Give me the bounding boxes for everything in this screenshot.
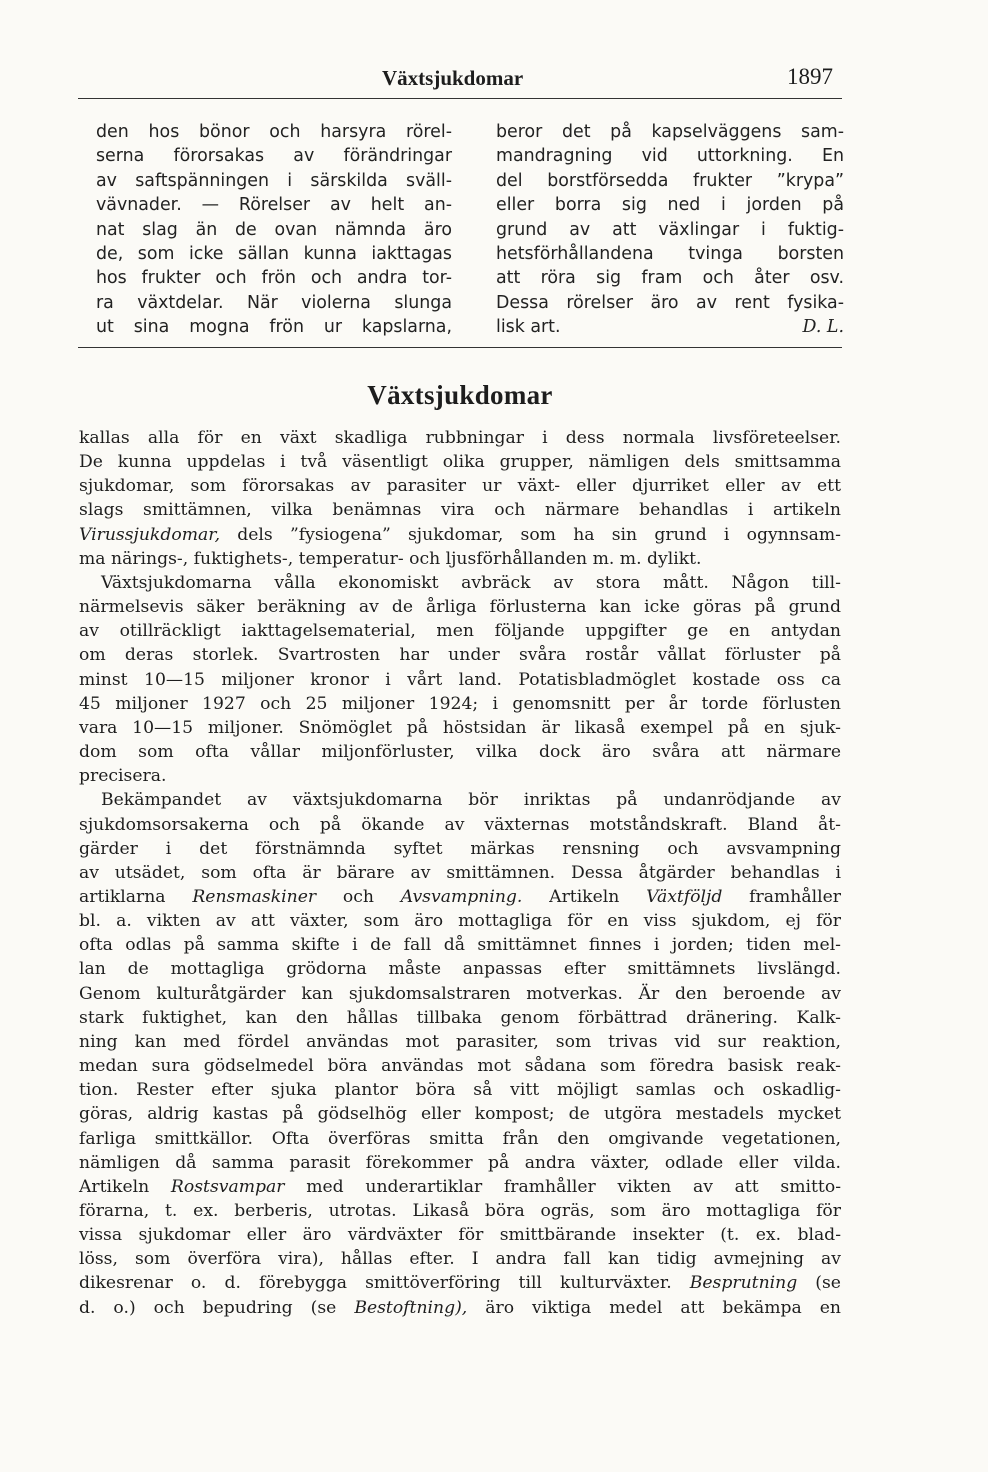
column-rule: [78, 347, 842, 348]
text-line: [79, 1175, 841, 1199]
text-line: del borstförsedda frukter ”krypa”: [496, 170, 844, 191]
text-line: om deras storlek. Svartrosten har under svåra rostår vållat förluster på: [79, 645, 841, 666]
cross-reference-link[interactable]: Virussjukdomar,: [79, 524, 221, 545]
text-line: serna förorsakas av förändringar: [96, 146, 452, 167]
text-line: vara 10—15 miljoner. Snömöglet på höstsidan är likaså exempel på en sjuk-: [79, 717, 841, 738]
text-line: gärder i det förstnämnda syftet märkas rensning och avsvampning: [79, 838, 841, 859]
text-fragment: artiklarna: [79, 886, 193, 907]
text-line: ut sina mogna frön ur kapslarna,: [96, 317, 452, 338]
text-line: göras, aldrig kastas på gödselhög eller kompost; de utgöra mestadels mycket: [79, 1104, 841, 1125]
cross-reference-link[interactable]: Växtföljd: [646, 886, 723, 907]
text-line: ra växtdelar. När violerna slunga: [96, 292, 452, 313]
text-line: den hos bönor och harsyra rörel-: [96, 122, 452, 142]
text-fragment: äro viktiga medel att bekämpa en: [467, 1297, 841, 1318]
text-line: Dessa rörelser äro av rent fysika-: [496, 292, 844, 313]
text-line: kallas alla för en växt skadliga rubbningar i dess normala livsföreteelser.: [79, 428, 841, 448]
text-line: av utsädet, som ofta är bärare av smittämnen. Dessa åtgärder behandlas i: [79, 862, 841, 883]
text-line: tion. Rester efter sjuka plantor böra så vitt möjligt samlas och oskadlig-: [79, 1080, 841, 1101]
text-line: Genom kulturåtgärder kan sjukdomsalstraren motverkas. Är den beroende av: [79, 983, 841, 1004]
author-signature: D. L.: [802, 317, 844, 338]
text-line: av otillräckligt iakttagelsematerial, men följande uppgifter ge en antydan: [79, 621, 841, 642]
text-line: hetsförhållandena tvinga borsten: [496, 244, 844, 265]
text-line: precisera.: [79, 766, 167, 787]
text-line: ma närings-, fuktighets-, temperatur- och ljusförhållanden m. m. dylikt.: [79, 548, 702, 569]
text-line: att röra sig fram och åter osv.: [496, 268, 844, 289]
text-fragment: och: [316, 886, 401, 907]
text-line: löss, som överföra vira), hållas efter. I andra fall kan tidig avmejning av: [79, 1249, 841, 1270]
text-line: stark fuktighet, kan den hållas tillbaka genom förbättrad dränering. Kalk-: [79, 1007, 841, 1028]
cross-reference-link[interactable]: Rostsvampar: [170, 1176, 285, 1197]
article-heading: Växtsjukdomar: [367, 380, 553, 410]
text-line: [79, 885, 841, 909]
right-column: [496, 120, 844, 340]
text-line: mandragning vid uttorkning. En: [496, 146, 844, 167]
text-line: [79, 1271, 841, 1295]
cross-reference-link[interactable]: Besprutning: [689, 1273, 798, 1294]
text-line: av saftspänningen i särskilda sväll-: [96, 170, 452, 191]
text-fragment: lisk art.: [496, 317, 561, 338]
text-line: de, som icke sällan kunna iakttagas: [96, 244, 452, 265]
article-body: [79, 426, 841, 1320]
text-line: lan de mottagliga grödorna måste anpassas efter smittämnets livslängd.: [79, 959, 841, 980]
cross-reference-link[interactable]: Bestoftning),: [354, 1297, 468, 1318]
running-title: Växtsjukdomar: [382, 66, 524, 90]
text-line: grund av att växlingar i fuktig-: [496, 219, 844, 240]
text-line: sjukdomar, som förorsakas av parasiter ur växt- eller djurriket eller av ett: [79, 476, 841, 497]
text-line: bl. a. vikten av att växter, som äro mottagliga för en viss sjukdom, ej för: [79, 911, 841, 932]
text-line: eller borra sig ned i jorden på: [496, 195, 844, 216]
text-line: 45 miljoner 1927 och 25 miljoner 1924; i genomsnitt per år torde förlusten: [79, 693, 841, 714]
text-line: närmelsevis säker beräkning av de årliga förlusterna kan icke göras på grund: [79, 597, 841, 618]
text-line-last: [496, 315, 844, 339]
cross-reference-link[interactable]: Avsvampning.: [400, 886, 523, 907]
text-fragment: dels ”fysiogena” sjukdomar, som ha sin grund i ogynnsam-: [220, 524, 841, 545]
cross-reference-link[interactable]: Rensmaskiner: [192, 886, 317, 907]
text-line: förarna, t. ex. berberis, utrotas. Likaså böra ogräs, som äro mottagliga för: [79, 1201, 841, 1221]
text-line: Växtsjukdomarna vålla ekonomiskt avbräck av stora mått. Någon till-: [101, 572, 841, 593]
text-line: hos frukter och frön och andra tor-: [96, 268, 452, 289]
text-line: dom som ofta vållar miljonförluster, vilka dock äro svåra att närmare: [79, 742, 841, 763]
text-fragment: Artikeln: [79, 1176, 171, 1197]
text-line: [79, 1296, 841, 1320]
page-number: 1897: [787, 64, 833, 89]
text-line: medan sura gödselmedel böra användas mot sådana som föredra basisk reak-: [79, 1056, 841, 1077]
text-fragment: (se: [797, 1273, 841, 1294]
text-line: minst 10—15 miljoner kronor i vårt land. Potatisbladmöglet kostade oss ca: [79, 669, 841, 690]
text-line: beror det på kapselväggens sam-: [496, 122, 844, 142]
text-fragment: Artikeln: [522, 886, 647, 907]
left-column: [96, 120, 452, 340]
text-line: vissa sjukdomar eller äro värdväxter för smittbärande insekter (t. ex. blad-: [79, 1225, 841, 1246]
text-line: ning kan med fördel användas mot parasiter, som trivas vid sur reaktion,: [79, 1031, 841, 1052]
text-line: nämligen då samma parasit förekommer på andra växter, odlade eller vilda.: [79, 1152, 841, 1173]
text-line: slags smittämnen, vilka benämnas vira och närmare behandlas i artikeln: [79, 500, 841, 521]
text-fragment: d. o.) och bepudring (se: [79, 1297, 355, 1318]
text-line: nat slag än de ovan nämnda äro: [96, 219, 452, 240]
text-line: ofta odlas på samma skifte i de fall då smittämnet finnes i jorden; tiden mel-: [79, 935, 841, 956]
text-fragment: med underartiklar framhåller vikten av att smitto-: [284, 1176, 841, 1197]
running-header: [0, 66, 988, 96]
text-line: sjukdomsorsakerna och på ökande av växternas motståndskraft. Bland åt-: [79, 814, 841, 835]
text-line: farliga smittkällor. Ofta överföras smitta från den omgivande vegetationen,: [79, 1128, 841, 1149]
text-fragment: dikesrenar o. d. förebygga smittöverföring till kulturväxter.: [79, 1273, 690, 1294]
text-line: [79, 523, 841, 547]
header-rule: [78, 98, 842, 99]
text-fragment: framhåller: [722, 886, 841, 907]
text-line: De kunna uppdelas i två väsentligt olika grupper, nämligen dels smittsamma: [79, 452, 841, 473]
text-line: vävnader. — Rörelser av helt an-: [96, 195, 452, 216]
text-line: Bekämpandet av växtsjukdomarna bör inriktas på undanrödjande av: [101, 790, 841, 811]
